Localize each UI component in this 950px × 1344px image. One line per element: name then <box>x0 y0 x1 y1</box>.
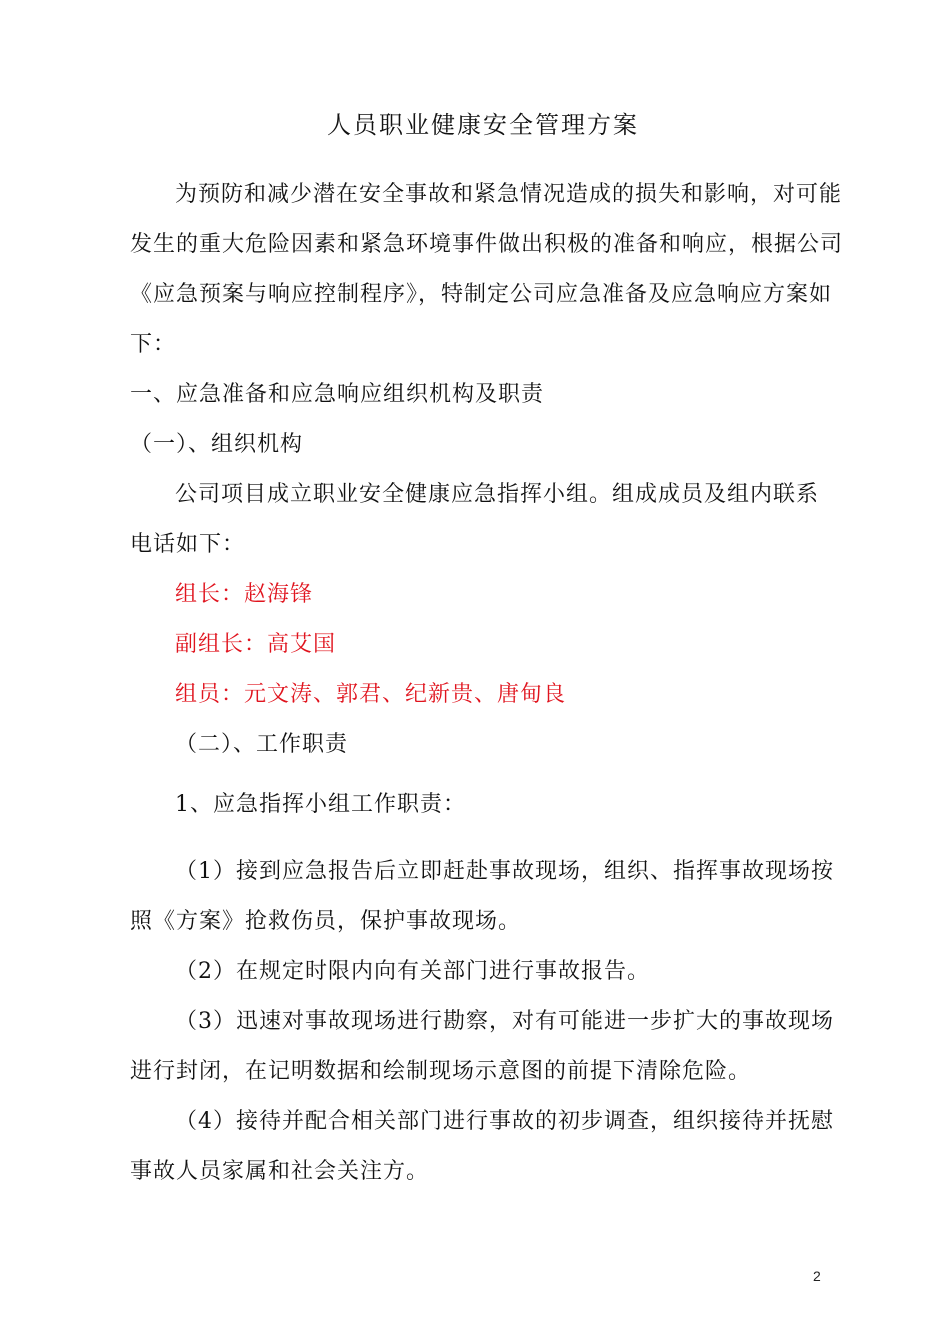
team-leader: 组长：赵海锋 <box>175 582 314 607</box>
duty-line-7: 事故人员家属和社会关注方。 <box>130 1159 430 1184</box>
document-title: 人员职业健康安全管理方案 <box>327 111 639 139</box>
duty-line-5: 进行封闭，在记明数据和绘制现场示意图的前提下清除危险。 <box>130 1059 752 1084</box>
sub1-heading: （一）、组织机构 <box>130 432 304 457</box>
duty-line-2: 照《方案》抢救伤员，保护事故现场。 <box>130 909 522 934</box>
team-deputy: 副组长：高艾国 <box>175 632 337 657</box>
intro-line-4: 下： <box>130 332 177 357</box>
intro-line-3: 《应急预案与响应控制程序》，特制定公司应急准备及应急响应方案如 <box>130 282 833 307</box>
duty-heading: 1、应急指挥小组工作职责： <box>175 792 466 817</box>
sub1-body-line-2: 电话如下： <box>130 532 246 557</box>
sub1-body-line-1: 公司项目成立职业安全健康应急指挥小组。组成成员及组内联系 <box>175 482 820 507</box>
page-number: 2 <box>813 1268 821 1284</box>
section1-heading: 一、应急准备和应急响应组织机构及职责 <box>130 382 545 407</box>
duty-line-4: （3）迅速对事故现场进行勘察，对有可能进一步扩大的事故现场 <box>175 1009 834 1034</box>
intro-line-2: 发生的重大危险因素和紧急环境事件做出积极的准备和响应，根据公司 <box>130 232 844 257</box>
team-members: 组员：元文涛、郭君、纪新贵、唐甸良 <box>175 682 567 707</box>
sub2-heading: （二）、工作职责 <box>175 732 349 757</box>
duty-line-1: （1）接到应急报告后立即赶赴事故现场，组织、指挥事故现场按 <box>175 859 834 884</box>
duty-line-3: （2）在规定时限内向有关部门进行事故报告。 <box>175 959 650 984</box>
intro-line-1: 为预防和减少潜在安全事故和紧急情况造成的损失和影响，对可能 <box>175 182 843 207</box>
duty-line-6: （4）接待并配合相关部门进行事故的初步调查，组织接待并抚慰 <box>175 1109 834 1134</box>
